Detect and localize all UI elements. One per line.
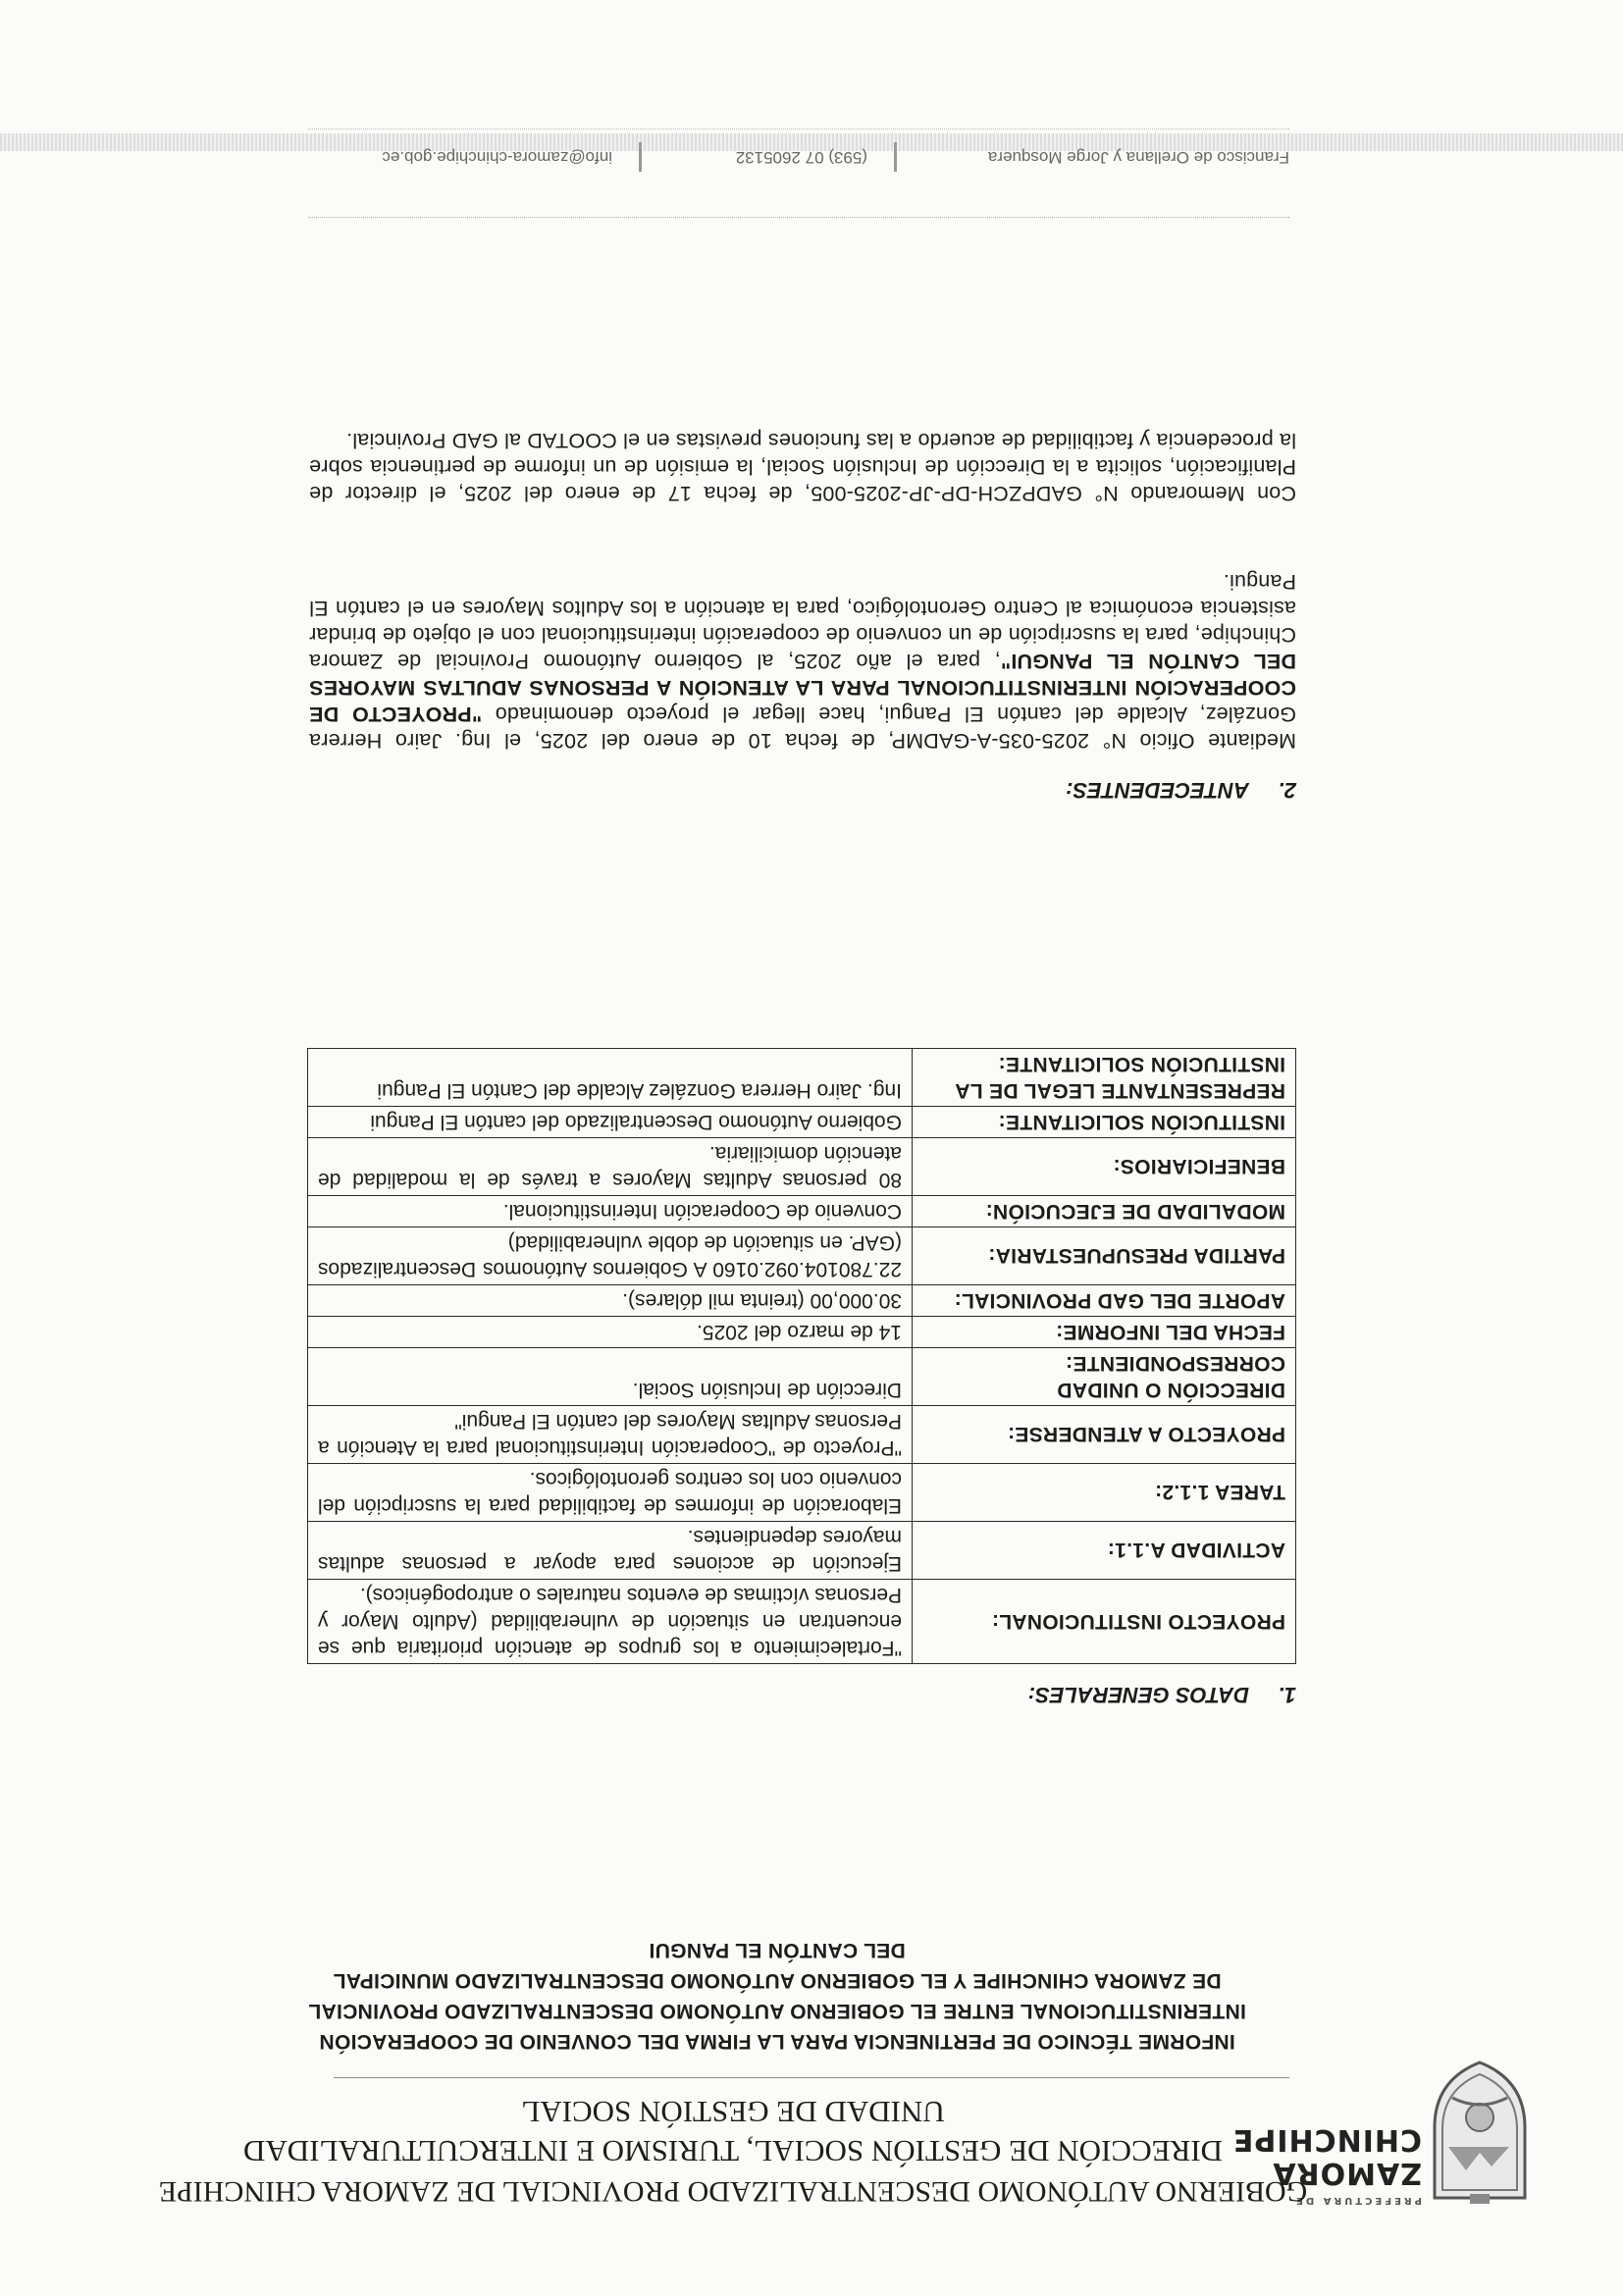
header-government-line: GOBIERNO AUTÓNOMO DESCENTRALIZADO PROVINCIAL DE ZAMORA CHINCHIPE [158,2175,1308,2208]
row-value: Ing. Jairo Herrera González Alcalde del Cantón El Pangui [308,1049,913,1107]
title-line: INTERINSTITUCIONAL ENTRE EL GOBIERNO AUTÓNOMO DESCENTRALIZADO PROVINCIAL [308,2000,1246,2022]
section-number: 1. [1278,1683,1296,1707]
row-value: "Proyecto de "Cooperación Interinstitucional para la Atención a Personas Adultas Mayores del cantón El Pangui" [308,1406,913,1464]
general-data-table [307,1048,1296,1664]
row-label: INSTITUCIÓN SOLICITANTE: [913,1107,1296,1138]
row-value: "Fortalecimiento a los grupos de atención prioritaria que se encuentran en situación de vulnerabilidad (Adulto Mayor y Personas víctimas de eventos naturales o antropogénicos). [308,1580,913,1664]
section-heading-antecedentes [1066,777,1296,803]
table-row [308,1049,1296,1107]
header-divider [334,2077,1289,2078]
section-title: DATOS GENERALES: [1027,1683,1249,1707]
header-direction-line: DIRECCIÓN DE GESTIÓN SOCIAL, TURISMO E INTERCULTURALIDAD [243,2134,1224,2168]
section-title: ANTECEDENTES: [1065,778,1249,803]
row-label: ACTIVIDAD A.1.1: [913,1522,1296,1580]
table-row [308,1285,1296,1317]
table-row [308,1196,1296,1227]
footer-email: info@zamora-chinchipe.gob.ec [382,148,612,167]
footer-phone: (593) 07 2605132 [735,148,867,167]
report-title [167,1935,1387,2057]
project-name-bold: "PROYECTO DE COOPERACIÓN INTERINSTITUCIONAL PARA LA ATENCIÓN A PERSONAS ADULTAS MAYORES DEL CANTÓN EL PANGUI" [309,650,1296,726]
row-label: REPRESENTANTE LEGAL DE LA INSTITUCIÓN SOLICITANTE: [913,1049,1296,1107]
logo-name-line1: ZAMORA [1272,2156,1422,2190]
row-label: TAREA 1.1.2: [913,1464,1296,1522]
footer-bottom-rule [308,129,1289,130]
row-label: PARTIDA PRESUPUESTARIA: [913,1227,1296,1285]
paragraph-text: , para el año 2025, al Gobierno Autónomo Provincial de Zamora Chinchipe, para la suscripción de un convenio de cooperación interinstitucional con el objeto de brindar asistencia económica al Centro Gerontológico, para la atención a los Adultos Mayores en el cantón El Pangui. [308,570,1296,673]
table-row [308,1317,1296,1348]
row-value: 14 de marzo del 2025. [308,1317,913,1348]
table-row [308,1107,1296,1138]
row-value: Ejecución de acciones para apoyar a personas adultas mayores dependientes. [308,1522,913,1580]
antecedentes-paragraph-2: Con Memorando N° GADPZCH-DP-JP-2025-005, de fecha 17 de enero del 2025, el director de Planificación, solicita a la Dirección de Inclusión Social, la emisión de un informe de pertinencia sobre la procedencia y factibilidad de acuerdo a las funciones previstas en el COOTAD al GAD Provincial. [309,429,1296,505]
table-row [308,1227,1296,1285]
footer-separator [639,142,642,172]
table-row [308,1464,1296,1522]
logo-name-line2: CHINCHIPE [1231,2122,1422,2157]
row-label: BENEFICIARIOS: [913,1138,1296,1196]
row-value: Gobierno Autónomo Descentralizado del cantón El Pangui [308,1107,913,1138]
table-row [308,1348,1296,1406]
coat-of-arms-icon [1425,2059,1535,2206]
title-line: INFORME TÉCNICO DE PERTINENCIA PARA LA FIRMA DEL CONVENIO DE COOPERACIÓN [319,2030,1235,2053]
title-line: DE ZAMORA CHINCHIPE Y EL GOBIERNO AUTÓNOMO DESCENTRALIZADO MUNICIPAL [333,1969,1222,1992]
title-line: DEL CANTÓN EL PANGUI [649,1939,906,1961]
antecedentes-paragraph-1 [309,568,1296,754]
table-row [308,1138,1296,1196]
row-value: Elaboración de informes de factibilidad para la suscripción del convenio con los centros gerontológicos. [308,1464,913,1522]
paragraph-text: Mediante Oficio N° 2025-035-A-GADMP, de fecha 10 de enero del 2025, el Ing. Jairo Herrera González, Alcalde del cantón El Pangui, hace llegar el proyecto denominado [309,703,1296,753]
row-value: 80 personas Adultas Mayores a través de la modalidad de atención domiciliaria. [308,1138,913,1196]
footer-separator [894,142,897,172]
row-label: PROYECTO INSTITUCIONAL: [913,1580,1296,1664]
section-number: 2. [1278,778,1296,803]
row-label: APORTE DEL GAD PROVINCIAL: [913,1285,1296,1317]
footer-divider [308,217,1289,218]
footer-address: Francisco de Orellana y Jorge Mosquera [987,148,1289,167]
row-value: Dirección de Inclusión Social. [308,1348,913,1406]
row-label: PROYECTO A ATENDERSE: [913,1406,1296,1464]
row-value: 30.000,00 (treinta mil dólares). [308,1285,913,1317]
row-label: DIRECCIÓN O UNIDAD CORRESPONDIENTE: [913,1348,1296,1406]
logo-small-text: PREFECTURA DE [1293,2195,1422,2206]
row-label: FECHA DEL INFORME: [913,1317,1296,1348]
table-row [308,1580,1296,1664]
table-row [308,1522,1296,1580]
row-label: MODALIDAD DE EJECUCIÓN: [913,1196,1296,1227]
table-row [308,1406,1296,1464]
row-value: 22.780104.092.0160 A Gobiernos Autónomos Descentralizados (GAP. en situación de doble vulnerabilidad) [308,1227,913,1285]
row-value: Convenio de Cooperación Interinstitucional. [308,1196,913,1227]
header-unit-line: UNIDAD DE GESTIÓN SOCIAL [521,2095,945,2129]
section-heading-general [1028,1682,1296,1707]
